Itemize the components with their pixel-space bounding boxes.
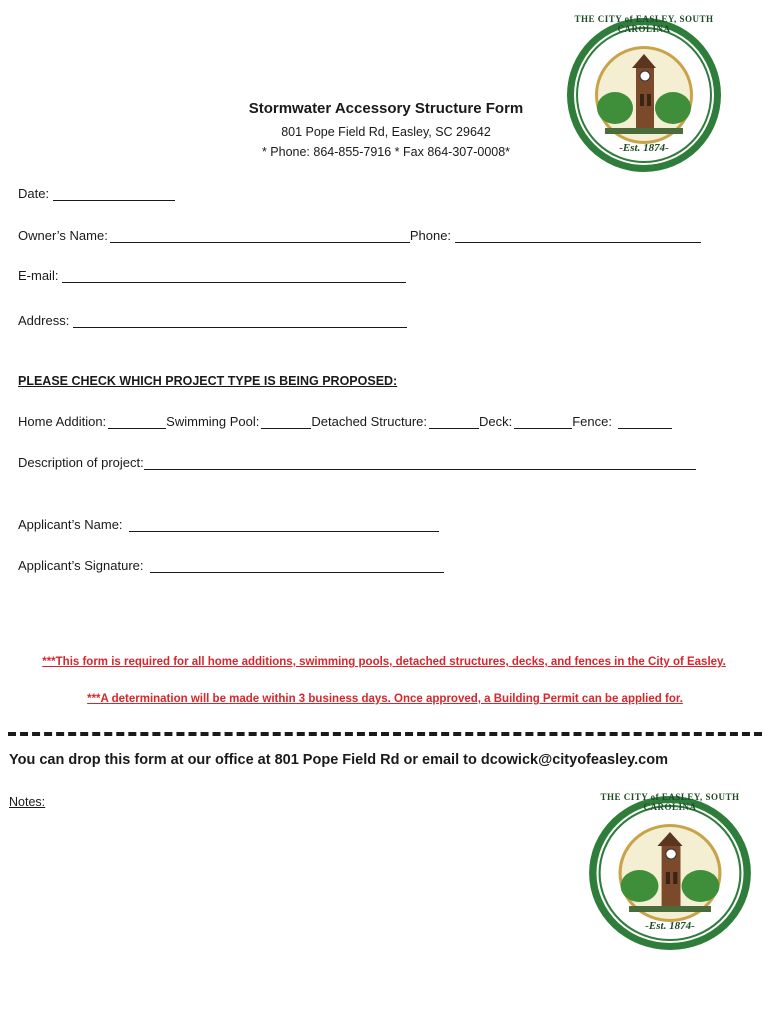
swimming-pool-label: Swimming Pool: <box>166 414 260 429</box>
date-row <box>18 186 175 201</box>
seal-est-text: -Est. 1874- <box>619 142 669 154</box>
description-field[interactable] <box>144 455 696 470</box>
city-seal-top <box>565 16 723 174</box>
applicant-name-field[interactable] <box>129 517 439 532</box>
applicant-signature-field[interactable] <box>150 558 444 573</box>
description-row <box>18 455 696 470</box>
date-label: Date: <box>18 186 50 201</box>
applicant-name-row <box>18 517 439 532</box>
cut-divider <box>8 732 762 736</box>
home-addition-label: Home Addition: <box>18 414 107 429</box>
deck-check[interactable] <box>514 414 572 429</box>
notice-determination: ***A determination will be made within 3 business days. Once approved, a Building Permit can be applied for. <box>87 693 683 705</box>
fence-check[interactable] <box>618 414 672 429</box>
address-label: Address: <box>18 313 70 328</box>
notice-required: ***This form is required for all home additions, swimming pools, detached structures, decks, and fences in the City of Easley. <box>42 656 726 668</box>
seal-text-top: THE CITY of EASLEY, SOUTH CAROLINA <box>574 14 714 34</box>
email-field[interactable] <box>62 268 406 283</box>
office-contact: * Phone: 864-855-7916 * Fax 864-307-0008* <box>261 145 511 159</box>
owner-name-field[interactable] <box>110 228 410 243</box>
project-types-row <box>18 414 672 429</box>
owner-row <box>18 228 701 243</box>
notes-label: Notes: <box>9 795 46 809</box>
phone-label: Phone: <box>409 228 452 243</box>
email-label: E-mail: <box>18 268 59 283</box>
address-field[interactable] <box>73 313 407 328</box>
project-type-heading: PLEASE CHECK WHICH PROJECT TYPE IS BEING PROPOSED: <box>18 374 398 388</box>
description-label: Description of project: <box>18 455 144 470</box>
home-addition-check[interactable] <box>108 414 166 429</box>
applicant-signature-label: Applicant’s Signature: <box>18 558 144 573</box>
city-seal-bottom <box>587 794 753 952</box>
applicant-signature-row <box>18 558 444 573</box>
form-title: Stormwater Accessory Structure Form <box>248 100 524 117</box>
office-address: 801 Pope Field Rd, Easley, SC 29642 <box>281 125 491 139</box>
swimming-pool-check[interactable] <box>261 414 311 429</box>
seal-est-text-bottom: -Est. 1874- <box>645 920 695 932</box>
seal-text-top-bottom: THE CITY of EASLEY, SOUTH CAROLINA <box>600 792 740 812</box>
date-field[interactable] <box>53 186 175 201</box>
fence-label: Fence: <box>572 414 612 429</box>
detached-structure-check[interactable] <box>429 414 479 429</box>
drop-off-instructions: You can drop this form at our office at 801 Pope Field Rd or email to dcowick@cityofeasley.com <box>9 752 668 768</box>
deck-label: Deck: <box>479 414 513 429</box>
owner-name-label: Owner’s Name: <box>18 228 108 243</box>
phone-field[interactable] <box>455 228 701 243</box>
email-row <box>18 268 406 283</box>
address-row <box>18 313 407 328</box>
applicant-name-label: Applicant’s Name: <box>18 517 123 532</box>
detached-structure-label: Detached Structure: <box>311 414 427 429</box>
